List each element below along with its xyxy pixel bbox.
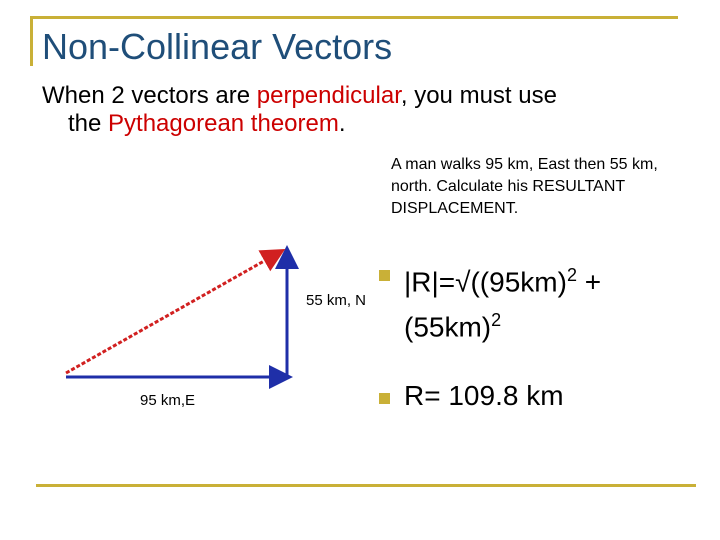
intro-perpendicular: perpendicular xyxy=(256,82,401,109)
north-vector-label: 55 km, N xyxy=(306,292,367,309)
intro-pythagorean: Pythagorean theorem xyxy=(108,110,339,137)
resultant-vector xyxy=(66,252,280,373)
bullet-square-icon xyxy=(379,393,390,404)
frame-bottom-rule xyxy=(36,484,696,487)
intro-part1: When 2 vectors are xyxy=(42,82,257,109)
slide-title: Non-Collinear Vectors xyxy=(42,26,393,67)
east-vector-label: 95 km,E xyxy=(140,392,196,409)
problem-statement: A man walks 95 km, East then 55 km, north. Calculate his RESULTANT DISPLACEMENT. xyxy=(391,156,658,217)
intro-part3: the xyxy=(68,110,109,137)
result-value: R= 109.8 km xyxy=(404,380,564,411)
magnitude-equation xyxy=(404,256,694,347)
equation-exponent1: 2 xyxy=(566,265,577,285)
equation-part2: + (55km) xyxy=(404,266,602,343)
equation-exponent2: 2 xyxy=(491,310,502,331)
bullet-square-icon xyxy=(379,270,390,281)
intro-part4: . xyxy=(338,110,346,137)
equation-part1: |R|=√((95km) xyxy=(404,266,567,298)
intro-part2: , you must use xyxy=(400,82,557,109)
